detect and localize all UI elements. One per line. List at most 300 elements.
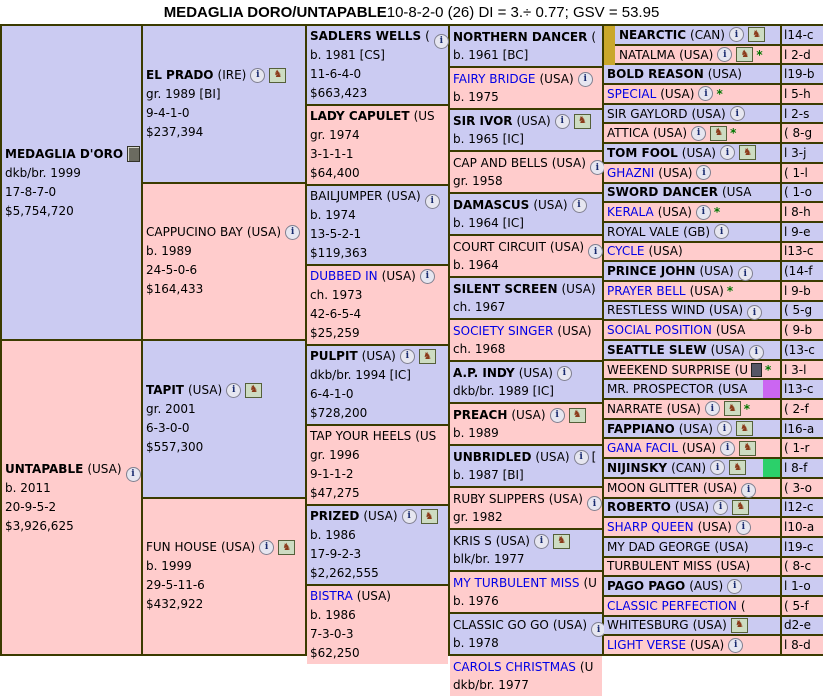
- clipped-stat-cell: [782, 26, 823, 46]
- horse-icon[interactable]: ♞: [736, 421, 753, 436]
- clipped-stat-text: l 9-b: [784, 283, 811, 298]
- origin-label: (USA): [561, 282, 596, 296]
- clipped-stat-text: l13-c: [784, 244, 814, 259]
- origin-label: (USA): [246, 225, 282, 240]
- clipped-stat-text: l13-c: [784, 382, 814, 397]
- detail-line: b. 1986: [310, 528, 356, 542]
- origin-label: (USA): [697, 520, 732, 535]
- info-icon[interactable]: i: [717, 47, 732, 62]
- origin-label: (: [591, 30, 597, 44]
- info-icon[interactable]: i: [720, 145, 735, 160]
- detail-line: 24-5-0-6: [146, 263, 198, 278]
- origin-label: (: [740, 598, 746, 613]
- pedigree-cell: [307, 586, 448, 664]
- detail-line: gr. 1982: [453, 510, 503, 524]
- photo-icon[interactable]: [127, 146, 140, 162]
- origin-label: (US: [413, 109, 435, 123]
- horse-name[interactable]: SOCIETY SINGER: [453, 324, 554, 338]
- detail-line: $47,275: [310, 486, 360, 500]
- horse-name-line: [453, 490, 599, 508]
- horse-icon[interactable]: ♞: [553, 534, 570, 549]
- horse-name[interactable]: FAIRY BRIDGE: [453, 72, 536, 86]
- clipped-stat-text: l 3-j: [784, 145, 807, 160]
- horse-icon[interactable]: ♞: [269, 68, 286, 83]
- horse-name-line: [453, 154, 599, 172]
- star-marker: *: [765, 362, 772, 377]
- detail-line: 9-4-1-0: [146, 105, 190, 120]
- clipped-icon: i: [588, 241, 593, 254]
- clipped-stat-cell: [782, 124, 823, 144]
- info-icon[interactable]: i: [557, 366, 572, 381]
- clipped-stat-text: ( 5-f: [784, 598, 809, 613]
- detail-line: gr. 1958: [453, 174, 503, 188]
- horse-name-line: [310, 587, 445, 606]
- origin-label: (CAN): [671, 460, 707, 475]
- horse-name-line: [453, 658, 599, 676]
- horse-icon[interactable]: ♞: [724, 401, 741, 416]
- origin-label: (USA): [516, 114, 551, 128]
- clipped-icon: i: [591, 619, 596, 632]
- horse-name[interactable]: SIR IVOR: [453, 114, 513, 128]
- horse-name[interactable]: FAPPIANO: [607, 421, 675, 436]
- info-icon[interactable]: i: [727, 579, 742, 594]
- detail-line: blk/br. 1977: [453, 552, 525, 566]
- horse-name-line: [146, 381, 302, 400]
- horse-name[interactable]: PULPIT: [310, 349, 358, 363]
- detail-line: b. 1978: [453, 636, 499, 650]
- horse-name[interactable]: SWORD DANCER: [607, 185, 718, 200]
- horse-name[interactable]: TAP YOUR HEELS: [310, 429, 412, 443]
- origin-label: (US: [415, 429, 437, 443]
- detail-line: 20-9-5-2: [5, 499, 57, 514]
- info-icon[interactable]: i: [696, 205, 711, 220]
- pedigree-cell: [604, 262, 780, 282]
- horse-name[interactable]: FUN HOUSE: [146, 540, 217, 555]
- horse-icon[interactable]: ♞: [710, 126, 727, 141]
- clipped-stat-cell: [782, 420, 823, 440]
- pedigree-cell: [604, 439, 780, 459]
- horse-name-line: [607, 363, 771, 377]
- info-icon[interactable]: i: [420, 269, 435, 284]
- generation-2-column: [143, 26, 307, 654]
- horse-name[interactable]: CLASSIC PERFECTION: [607, 598, 737, 613]
- info-icon[interactable]: i: [574, 450, 589, 465]
- horse-name[interactable]: UNTAPABLE: [5, 461, 84, 476]
- origin-label: (USA): [363, 509, 398, 523]
- horse-name-line: [453, 364, 599, 382]
- clipped-stat-cell: [782, 282, 823, 302]
- horse-name[interactable]: MY TURBULENT MISS: [453, 576, 580, 590]
- star-marker: *: [713, 205, 721, 220]
- pedigree-cell: [604, 321, 780, 341]
- detail-line: 17-8-7-0: [5, 184, 57, 199]
- pedigree-cell: [604, 617, 780, 637]
- pedigree-cell: [450, 26, 602, 68]
- horse-name[interactable]: SILENT SCREEN: [453, 282, 558, 296]
- horse-name[interactable]: SEATTLE SLEW: [607, 342, 707, 357]
- horse-name[interactable]: PRAYER BELL: [607, 283, 686, 298]
- pedigree-cell: [2, 26, 141, 341]
- origin-label: (USA): [666, 401, 701, 416]
- clipped-stat-text: l 8-f: [784, 460, 808, 475]
- star-marker: *: [716, 86, 723, 101]
- origin-label: (USA): [511, 408, 546, 422]
- horse-name[interactable]: RESTLESS WIND: [607, 303, 705, 318]
- pedigree-cell: [604, 636, 780, 654]
- detail-line: 29-5-11-6: [146, 578, 205, 593]
- clipped-icon: [: [591, 450, 597, 464]
- pedigree-cell: [604, 577, 780, 597]
- horse-icon[interactable]: ♞: [731, 618, 748, 633]
- clipped-stat-text: l19-c: [784, 539, 814, 554]
- pedigree-cell: [450, 656, 602, 696]
- chef-marker-magenta: [763, 380, 780, 398]
- horse-name[interactable]: SOCIAL POSITION: [607, 323, 712, 338]
- horse-icon[interactable]: ♞: [736, 47, 753, 62]
- origin-label: (USA): [361, 349, 396, 363]
- detail-line: $663,423: [310, 86, 368, 100]
- horse-name-line: [607, 579, 742, 594]
- horse-name[interactable]: TURBULENT MISS: [607, 559, 712, 574]
- horse-name[interactable]: CAP AND BELLS: [453, 156, 548, 170]
- pedigree-cell: [604, 164, 780, 184]
- origin-label: (USA): [714, 539, 749, 554]
- pedigree-cell: [604, 223, 780, 243]
- clipped-stat-text: l 2-s: [784, 106, 810, 121]
- origin-label: (CAN): [690, 27, 725, 42]
- horse-icon[interactable]: ♞: [729, 460, 746, 475]
- origin-label: (AUS): [689, 579, 724, 594]
- horse-name[interactable]: MEDAGLIA D'ORO: [5, 146, 124, 161]
- horse-name[interactable]: NIJINSKY: [607, 460, 668, 475]
- horse-name[interactable]: NARRATE: [607, 401, 663, 416]
- horse-icon[interactable]: ♞: [739, 145, 756, 160]
- clipped-stat-text: l14-c: [784, 27, 814, 42]
- detail-line: b. 1976: [453, 594, 499, 608]
- pedigree-cell: [604, 203, 780, 223]
- horse-icon[interactable]: ♞: [748, 27, 765, 42]
- horse-name-line: [607, 323, 745, 337]
- horse-name-line: [607, 185, 752, 199]
- horse-name-line: [453, 616, 599, 634]
- info-icon[interactable]: i: [534, 534, 549, 549]
- horse-name[interactable]: EL PRADO: [146, 67, 214, 82]
- detail-line: $164,433: [146, 282, 204, 297]
- detail-line: b. 1999: [146, 559, 192, 574]
- clipped-stat-text: ( 9-b: [784, 323, 813, 338]
- pedigree-cell: [604, 400, 780, 420]
- horse-icon[interactable]: ♞: [732, 500, 749, 515]
- pedigree-cell: [307, 186, 448, 266]
- horse-name-line: [453, 196, 599, 214]
- info-icon[interactable]: i: [259, 540, 274, 555]
- horse-name-line: [607, 165, 711, 180]
- chef-marker-yellow: [604, 26, 615, 65]
- detail-line: b. 1965 [IC]: [453, 132, 524, 146]
- pedigree-cell: [604, 144, 780, 164]
- origin-label: (USA): [708, 303, 744, 318]
- horse-name[interactable]: LIGHT VERSE: [607, 638, 687, 653]
- horse-name-line: [607, 460, 746, 475]
- star-marker: *: [730, 126, 737, 141]
- horse-name[interactable]: LADY CAPULET: [310, 109, 410, 123]
- horse-name-line: [310, 347, 445, 366]
- horse-name[interactable]: MOON GLITTER: [607, 480, 699, 495]
- detail-line: $25,259: [310, 326, 360, 340]
- clipped-stat-cell: [782, 65, 823, 85]
- info-icon[interactable]: i: [578, 72, 593, 87]
- horse-name[interactable]: SPECIAL: [607, 86, 657, 101]
- info-icon[interactable]: i: [550, 408, 565, 423]
- clipped-stat-cell: [782, 577, 823, 597]
- info-icon[interactable]: i: [226, 383, 241, 398]
- horse-name[interactable]: DAMASCUS: [453, 198, 530, 212]
- origin-label: (USA): [690, 638, 725, 653]
- detail-line: 3-1-1-1: [310, 147, 354, 161]
- info-icon[interactable]: i: [736, 520, 751, 535]
- horse-name[interactable]: TAPIT: [146, 382, 184, 397]
- origin-label: (USA): [356, 589, 391, 603]
- pedigree-cell: [604, 341, 780, 361]
- clipped-icon: i: [747, 304, 752, 317]
- info-icon[interactable]: i: [728, 638, 743, 653]
- clipped-icon: i: [587, 493, 592, 506]
- horse-name[interactable]: PRIZED: [310, 509, 360, 523]
- horse-name[interactable]: BISTRA: [310, 589, 353, 603]
- horse-name[interactable]: SADLERS WELLS: [310, 29, 422, 43]
- clipped-stat-text: l 9-e: [784, 224, 811, 239]
- origin-label: (: [425, 29, 430, 43]
- detail-line: 7-3-0-3: [310, 627, 354, 641]
- horse-name[interactable]: WEEKEND SURPRISE: [607, 362, 731, 377]
- pedigree-cell: [604, 105, 780, 125]
- horse-name[interactable]: CAPPUCINO BAY: [146, 225, 243, 240]
- clipped-icon: i: [425, 190, 430, 203]
- origin-label: (USA): [681, 145, 716, 160]
- horse-name-line: [453, 532, 599, 550]
- pedigree-cell: [604, 538, 780, 558]
- info-icon[interactable]: i: [705, 401, 720, 416]
- horse-name-line: [607, 401, 750, 416]
- clipped-stat-cell: [782, 380, 823, 400]
- origin-label: (USA): [188, 382, 223, 397]
- pedigree-cell: [450, 404, 602, 446]
- horse-name-line: [607, 224, 729, 239]
- horse-name-line: [453, 448, 599, 466]
- info-icon[interactable]: i: [572, 198, 587, 213]
- detail-line: $62,250: [310, 646, 360, 660]
- origin-label: (USA): [548, 492, 583, 506]
- horse-name[interactable]: COURT CIRCUIT: [453, 240, 546, 254]
- clipped-stat-cell: [782, 361, 823, 381]
- horse-name[interactable]: UNBRIDLED: [453, 450, 532, 464]
- origin-label: (USA): [533, 198, 568, 212]
- origin-label: (IRE): [217, 67, 247, 82]
- horse-name-line: [607, 86, 723, 101]
- horse-icon[interactable]: ♞: [569, 408, 586, 423]
- pedigree-table: [0, 24, 823, 692]
- horse-name[interactable]: WHITESBURG: [607, 618, 689, 633]
- info-icon[interactable]: i: [717, 421, 732, 436]
- clipped-stat-cell: [782, 597, 823, 617]
- pedigree-cell: [307, 506, 448, 586]
- horse-name[interactable]: MY DAD GEORGE: [607, 539, 711, 554]
- pedigree-cell: [604, 597, 780, 617]
- horse-name-line: [453, 406, 599, 424]
- horse-name[interactable]: PRINCE JOHN: [607, 264, 696, 279]
- info-icon[interactable]: i: [696, 165, 711, 180]
- horse-name[interactable]: GHAZNI: [607, 165, 655, 180]
- origin-label: (GB): [683, 224, 711, 239]
- origin-label: (USA): [535, 450, 570, 464]
- detail-line: b. 1975: [453, 90, 499, 104]
- detail-line: b. 1987 [BI]: [453, 468, 524, 482]
- info-icon[interactable]: i: [729, 27, 744, 42]
- detail-line: gr. 1996: [310, 448, 360, 462]
- horse-name[interactable]: PREACH: [453, 408, 508, 422]
- clipped-icon: i: [738, 265, 743, 278]
- origin-label: (USA): [710, 342, 745, 357]
- horse-name[interactable]: GANA FACIL: [607, 441, 678, 456]
- detail-line: b. 1981 [CS]: [310, 48, 385, 62]
- origin-label: (USA): [495, 534, 530, 548]
- horse-name-line: [619, 47, 763, 62]
- detail-line: $2,262,555: [310, 566, 379, 580]
- origin-label: (U: [579, 660, 594, 674]
- origin-label: (USA): [692, 618, 727, 633]
- origin-label: (USA): [87, 461, 122, 476]
- origin-label: (USA): [549, 240, 585, 254]
- horse-name-line: [607, 67, 742, 81]
- pedigree-cell: [604, 124, 780, 144]
- info-icon[interactable]: i: [720, 441, 735, 456]
- horse-name-line: [607, 540, 749, 554]
- info-icon[interactable]: i: [555, 114, 570, 129]
- detail-line: ch. 1967: [453, 300, 506, 314]
- origin-label: (USA): [657, 205, 692, 220]
- horse-name[interactable]: NORTHERN DANCER: [453, 30, 588, 44]
- info-icon[interactable]: i: [250, 68, 265, 83]
- pedigree-cell: [450, 446, 602, 488]
- horse-name[interactable]: NATALMA: [619, 47, 676, 62]
- pedigree-cell: [450, 278, 602, 320]
- pedigree-cell: [307, 426, 448, 506]
- origin-label: (USA): [381, 269, 416, 283]
- clipped-stat-cell: [782, 479, 823, 499]
- horse-name[interactable]: ROYAL VALE: [607, 224, 680, 239]
- horse-icon[interactable]: ♞: [419, 349, 436, 364]
- pedigree-cell: [450, 194, 602, 236]
- horse-name-line: [453, 574, 599, 592]
- clipped-stat-text: l 1-o: [784, 579, 811, 594]
- horse-name[interactable]: RUBY SLIPPERS: [453, 492, 545, 506]
- horse-icon[interactable]: ♞: [739, 441, 756, 456]
- info-icon[interactable]: i: [400, 349, 415, 364]
- clipped-stat-cell: [782, 85, 823, 105]
- horse-name[interactable]: CLASSIC GO GO: [453, 618, 549, 632]
- horse-name[interactable]: KRIS S: [453, 534, 492, 548]
- clipped-stat-text: l 8-d: [784, 638, 811, 653]
- info-icon[interactable]: i: [714, 224, 729, 239]
- pedigree-cell: [604, 85, 780, 105]
- horse-name[interactable]: A.P. INDY: [453, 366, 515, 380]
- horse-name[interactable]: BAILJUMPER: [310, 189, 383, 203]
- generation-4-column: [450, 26, 604, 692]
- origin-label: (USA): [539, 72, 574, 86]
- clipped-stat-cell: [782, 184, 823, 204]
- horse-name[interactable]: SHARP QUEEN: [607, 520, 694, 535]
- origin-label: (USA: [717, 382, 748, 397]
- info-icon[interactable]: i: [698, 86, 713, 101]
- horse-name[interactable]: KERALA: [607, 205, 654, 220]
- detail-line: b. 1964: [453, 258, 499, 272]
- horse-name[interactable]: CYCLE: [607, 244, 645, 259]
- origin-label: (USA): [551, 156, 586, 170]
- detail-line: dkb/br. 1977: [453, 678, 529, 692]
- origin-label: (USA): [652, 126, 688, 141]
- horse-name[interactable]: NEARCTIC: [619, 27, 687, 42]
- title-bar: [0, 0, 823, 24]
- horse-name[interactable]: CAROLS CHRISTMAS: [453, 660, 576, 674]
- horse-name-line: [607, 500, 749, 515]
- pedigree-cell: [450, 362, 602, 404]
- clipped-stat-text: (14-f: [784, 264, 813, 279]
- origin-label: (U: [583, 576, 597, 590]
- horse-name[interactable]: BOLD REASON: [607, 67, 704, 82]
- small-photo-icon[interactable]: [751, 363, 762, 377]
- horse-name[interactable]: TOM FOOL: [607, 145, 678, 160]
- horse-name[interactable]: ROBERTO: [607, 500, 671, 515]
- pedigree-cell: [143, 499, 305, 655]
- detail-line: b. 2011: [5, 480, 51, 495]
- clipped-stat-cell: [782, 518, 823, 538]
- detail-line: b. 1961 [BC]: [453, 48, 529, 62]
- detail-line: 6-3-0-0: [146, 420, 190, 435]
- horse-icon[interactable]: ♞: [278, 540, 295, 555]
- detail-line: b. 1989: [453, 426, 499, 440]
- clipped-stat-cell: [782, 439, 823, 459]
- info-icon[interactable]: i: [691, 126, 706, 141]
- info-icon[interactable]: i: [710, 460, 725, 475]
- horse-icon[interactable]: ♞: [574, 114, 591, 129]
- detail-line: dkb/br. 1999: [5, 165, 81, 180]
- origin-label: (USA): [518, 366, 553, 380]
- detail-line: b. 1964 [IC]: [453, 216, 524, 230]
- horse-name-line: [607, 618, 748, 633]
- horse-icon[interactable]: ♞: [421, 509, 438, 524]
- clipped-stat-cell: [782, 164, 823, 184]
- clipped-stat-cell: [782, 243, 823, 263]
- clipped-stat-text: l19-b: [784, 67, 815, 82]
- horse-name[interactable]: MR. PROSPECTOR: [607, 382, 714, 397]
- horse-name[interactable]: PAGO PAGO: [607, 579, 686, 594]
- info-icon[interactable]: i: [402, 509, 417, 524]
- info-icon[interactable]: i: [285, 225, 300, 240]
- horse-name[interactable]: SIR GAYLORD: [607, 106, 688, 121]
- horse-name-line: [607, 303, 757, 318]
- horse-name[interactable]: DUBBED IN: [310, 269, 378, 283]
- horse-name-line: [619, 27, 765, 42]
- info-icon[interactable]: i: [713, 500, 728, 515]
- detail-line: ch. 1973: [310, 288, 363, 302]
- clipped-stat-cell: [782, 459, 823, 479]
- info-icon[interactable]: i: [730, 106, 745, 121]
- horse-name[interactable]: ATTICA: [607, 126, 649, 141]
- clipped-stat-text: ( 1-l: [784, 165, 808, 180]
- horse-name-line: [453, 70, 599, 88]
- horse-icon[interactable]: ♞: [245, 383, 262, 398]
- detail-line: $557,300: [146, 439, 204, 454]
